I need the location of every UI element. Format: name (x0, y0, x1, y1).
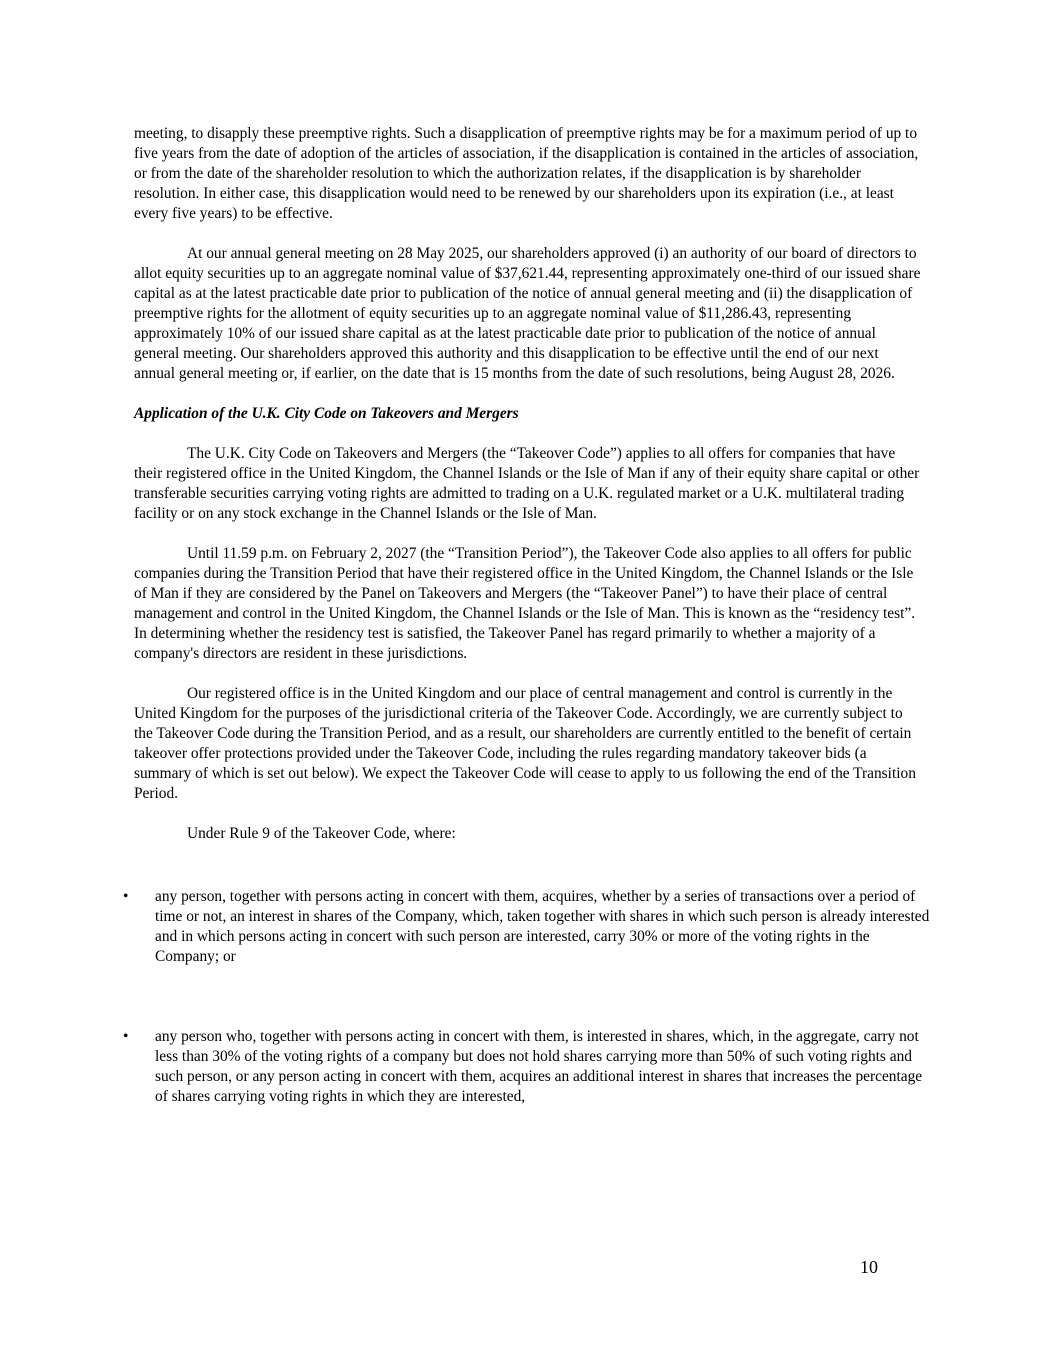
takeover-code-scope-paragraph: The U.K. City Code on Takeovers and Mergers (the “Takeover Code”) applies to all offers for companies that have their registered office in the United Kingdom, the Channel Islands or the Isle of Man if any of their equity share capital or other transferable securities carrying voting rights are admitted to trading on a U.K. regulated market or a U.K. multilateral trading facility or on any stock exchange in the Channel Islands or the Isle of Man. (134, 445, 920, 522)
rule-9-intro-paragraph: Under Rule 9 of the Takeover Code, where: (187, 825, 456, 842)
bullet-icon: • (123, 1028, 129, 1045)
document-page-body (123, 124, 930, 1107)
section-heading: Application of the U.K. City Code on Takeovers and Mergers (134, 405, 519, 422)
continuation-paragraph: meeting, to disapply these preemptive rights. Such a disapplication of preemptive rights may be for a maximum period of up to five years from the date of adoption of the articles of association, if the disapplication is contained in the articles of association, or from the date of the shareholder resolution to which the authorization relates, if the disapplication is by shareholder resolution. In either case, this disapplication would need to be renewed by our shareholders upon its expiration (i.e., at least every five years) to be effective. (134, 125, 919, 222)
bullet-icon: • (123, 888, 129, 905)
registered-office-paragraph: Our registered office is in the United Kingdom and our place of central management and control is currently in the United Kingdom for the purposes of the jurisdictional criteria of the Takeover Code. Accordingly, we are currently subject to the Takeover Code during the Transition Period, and as a result, our shareholders are currently entitled to the benefit of certain takeover offer protections provided under the Takeover Code, including the rules regarding mandatory takeover bids (a summary of which is set out below). We expect the Takeover Code will cease to apply to us following the end of the Transition Period. (134, 685, 916, 802)
transition-period-paragraph: Until 11.59 p.m. on February 2, 2027 (the “Transition Period”), the Takeover Code also applies to all offers for public companies during the Transition Period that have their registered office in the United Kingdom, the Channel Islands or the Isle of Man if they are considered by the Panel on Takeovers and Mergers (the “Takeover Panel”) to have their place of central management and control in the United Kingdom, the Channel Islands or the Isle of Man. This is known as the “residency test”. In determining whether the residency test is satisfied, the Takeover Panel has regard primarily to whether a majority of a company's directors are resident in these jurisdictions. (134, 545, 916, 662)
rule-9-bullet-list (123, 887, 930, 1107)
list-item (123, 1027, 934, 1107)
list-item (123, 887, 934, 967)
list-item-text: any person, together with persons acting in concert with them, acquires, whether by a series of transactions over a period of time or not, an interest in shares of the Company, which, taken together with shares in which such person is already interested and in which persons acting in concert with such person are interested, carry 30% or more of the voting rights in the Company; or (155, 888, 930, 965)
page-number: 10 (860, 1257, 878, 1277)
agm-authority-paragraph: At our annual general meeting on 28 May 2025, our shareholders approved (i) an authority of our board of directors to allot equity securities up to an aggregate nominal value of $37,621.44, representing approximately one-third of our issued share capital as at the latest practicable date prior to publication of the notice of annual general meeting and (ii) the disapplication of preemptive rights for the allotment of equity securities up to an aggregate nominal value of $11,286.43, representing approximately 10% of our issued share capital as at the latest practicable date prior to publication of the notice of annual general meeting. Our shareholders approved this authority and this disapplication to be effective until the end of our next annual general meeting or, if earlier, on the date that is 15 months from the date of such resolutions, being August 28, 2026. (134, 245, 921, 382)
list-item-text: any person who, together with persons acting in concert with them, is interested in shares, which, in the aggregate, carry not less than 30% of the voting rights of a company but does not hold shares carrying more than 50% of such voting rights and such person, or any person acting in concert with them, acquires an additional interest in shares that increases the percentage of shares carrying voting rights in which they are interested, (155, 1028, 923, 1105)
